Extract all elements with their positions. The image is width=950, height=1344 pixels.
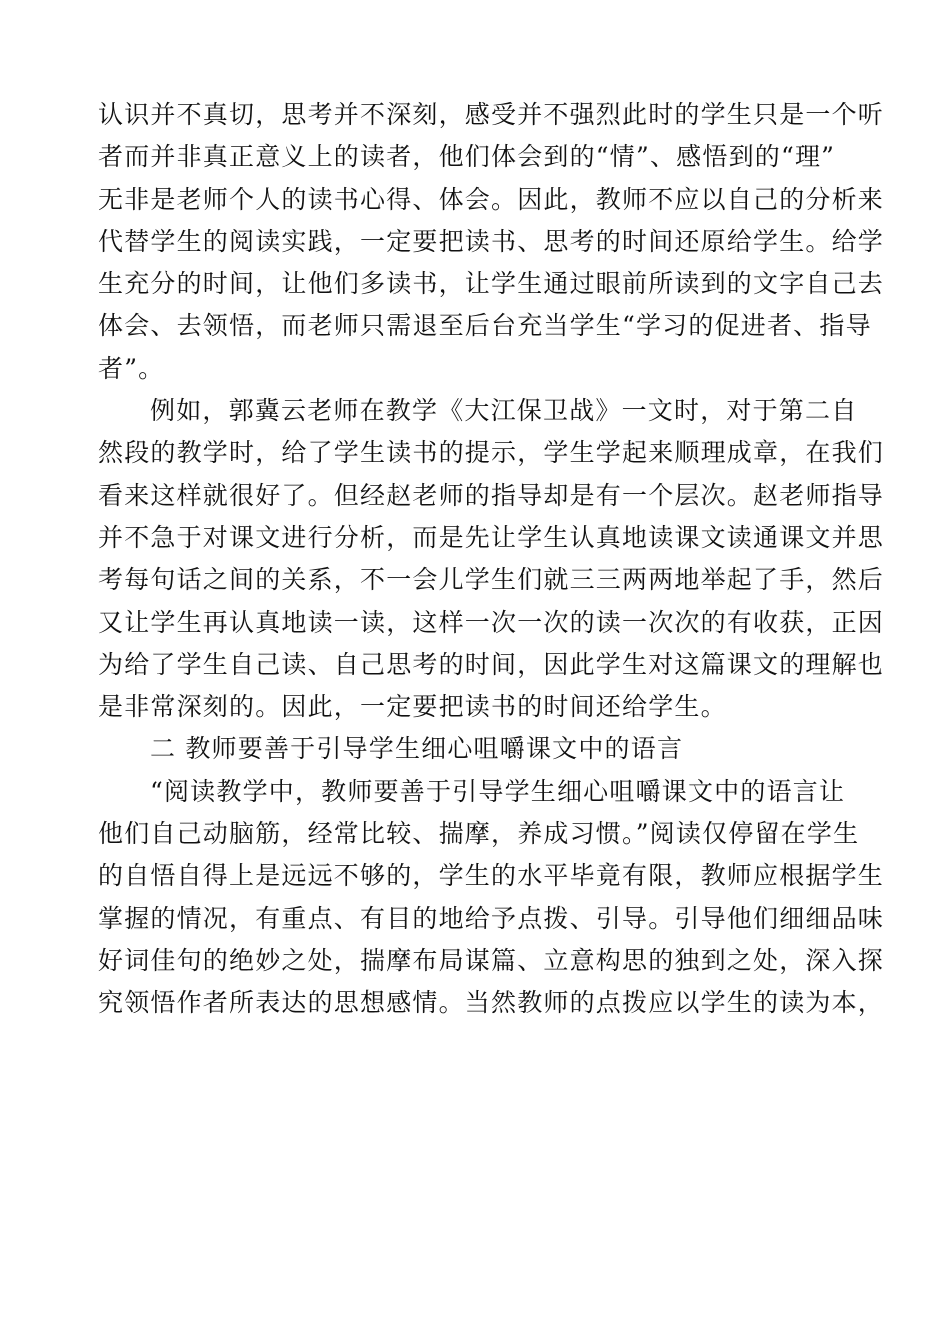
text-line: 看来这样就很好了。但经赵老师的指导却是有一个层次。赵老师指导 [98, 480, 885, 510]
text-line: 究领悟作者所表达的思想感情。当然教师的点拨应以学生的读为本， [98, 988, 885, 1018]
text-line: 生充分的时间，让他们多读书，让学生通过眼前所读到的文字自己去 [98, 269, 885, 299]
text-line: 考每句话之间的关系，不一会儿学生们就三三两两地举起了手，然后 [98, 565, 885, 595]
document-page [98, 94, 885, 1025]
text-line: 他们自己动脑筋，经常比较、揣摩，养成习惯。”阅读仅停留在学生 [98, 819, 860, 849]
paragraph-first-line: 例如，郭冀云老师在教学《大江保卫战》一文时，对于第二自 [150, 396, 858, 426]
paragraph-first-line: “阅读教学中，教师要善于引导学生细心咀嚼课文中的语言让 [150, 776, 846, 806]
text-line: 者而并非真正意义上的读者，他们体会到的“情”、感悟到的“理” [98, 142, 836, 172]
text-line: 然段的教学时，给了学生读书的提示，学生学起来顺理成章，在我们 [98, 438, 885, 468]
text-line: 又让学生再认真地读一读，这样一次一次的读一次次的有收获，正因 [98, 607, 885, 637]
text-line: 代替学生的阅读实践，一定要把读书、思考的时间还原给学生。给学 [98, 226, 885, 256]
text-line: 体会、去领悟，而老师只需退至后台充当学生“学习的促进者、指导 [98, 311, 872, 341]
text-line: 无非是老师个人的读书心得、体会。因此，教师不应以自己的分析来 [98, 184, 885, 214]
section-heading: 二 教师要善于引导学生细心咀嚼课文中的语言 [150, 734, 684, 764]
text-line: 认识并不真切，思考并不深刻，感受并不强烈此时的学生只是一个听 [98, 100, 885, 129]
text-line: 者”。 [98, 353, 165, 383]
text-line: 是非常深刻的。因此，一定要把读书的时间还给学生。 [98, 692, 727, 722]
text-line: 的自悟自得上是远远不够的，学生的水平毕竟有限，教师应根据学生 [98, 861, 885, 891]
text-line: 好词佳句的绝妙之处，揣摩布局谋篇、立意构思的独到之处，深入探 [98, 945, 885, 975]
text-line: 为给了学生自己读、自己思考的时间，因此学生对这篇课文的理解也 [98, 649, 885, 679]
text-line: 并不急于对课文进行分析，而是先让学生认真地读课文读通课文并思 [98, 522, 885, 552]
text-line: 掌握的情况，有重点、有目的地给予点拨、引导。引导他们细细品味 [98, 903, 885, 933]
